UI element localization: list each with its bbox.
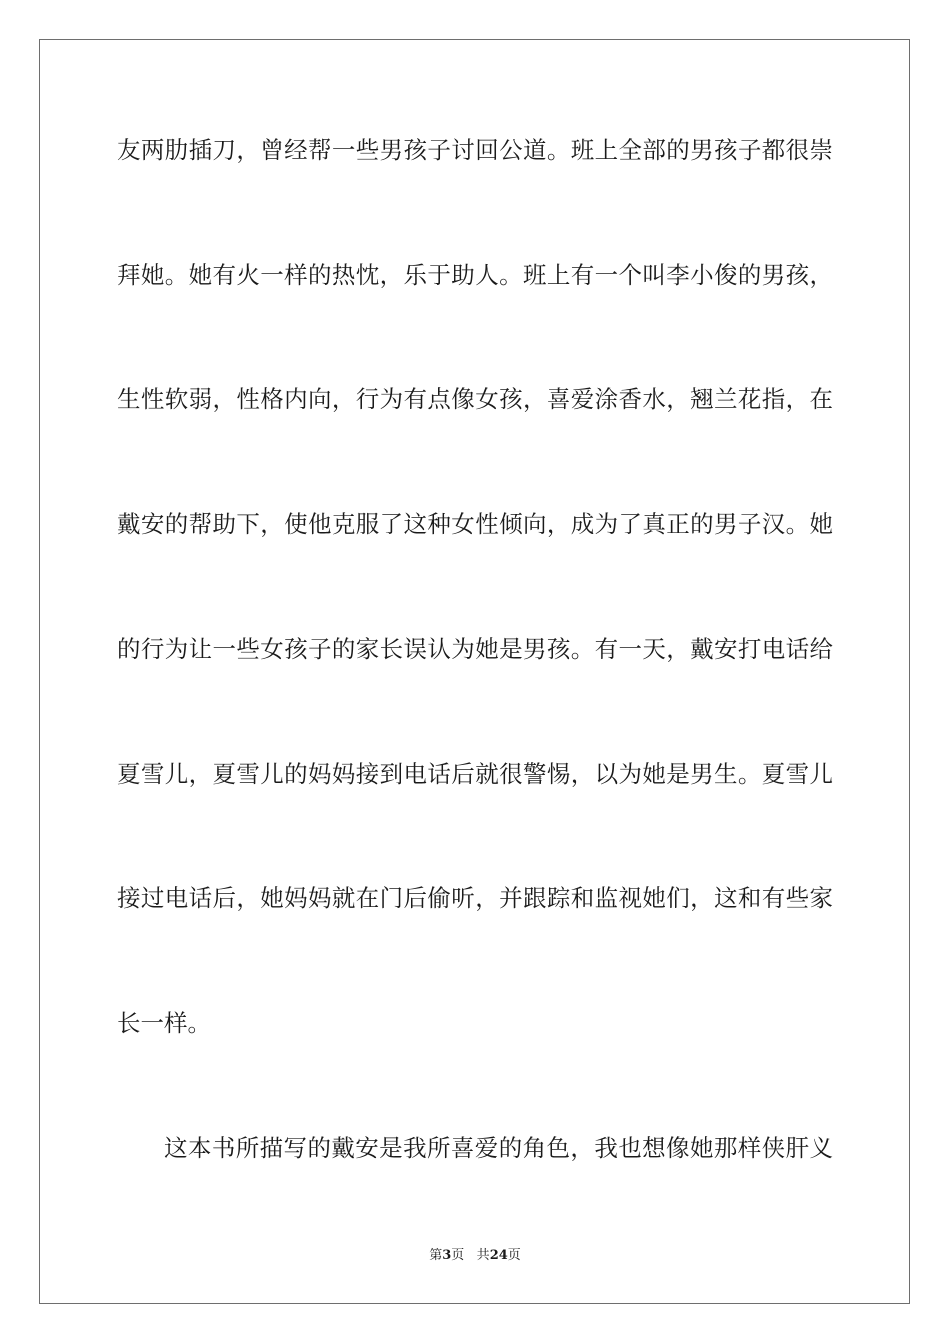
- body-line-4: 戴安的帮助下，使他克服了这种女性倾向，成为了真正的男子汉。她: [117, 510, 833, 538]
- body-line-9: 这本书所描写的戴安是我所喜爱的角色，我也想像她那样侠肝义: [164, 1134, 833, 1162]
- footer-page-prefix: 第: [429, 1248, 443, 1263]
- page-footer: [0, 1247, 950, 1265]
- body-line-5: 的行为让一些女孩子的家长误认为她是男孩。有一天，戴安打电话给: [117, 635, 833, 663]
- body-line-2: 拜她。她有火一样的热忱，乐于助人。班上有一个叫李小俊的男孩，: [117, 261, 833, 289]
- footer-page-suffix: 页: [451, 1248, 465, 1263]
- body-line-3: 生性软弱，性格内向，行为有点像女孩，喜爱涂香水，翘兰花指，在: [117, 385, 833, 413]
- body-line-6: 夏雪儿，夏雪儿的妈妈接到电话后就很警惕，以为她是男生。夏雪儿: [117, 760, 833, 788]
- footer-total-prefix: 共: [476, 1248, 490, 1263]
- body-line-8: 长一样。: [117, 1009, 211, 1037]
- body-line-7: 接过电话后，她妈妈就在门后偷听，并跟踪和监视她们，这和有些家: [117, 884, 833, 912]
- page-border: [39, 39, 910, 1304]
- body-line-1: 友两肋插刀，曾经帮一些男孩子讨回公道。班上全部的男孩子都很崇: [117, 136, 833, 164]
- footer-total-pages: 24: [489, 1248, 508, 1263]
- footer-total-suffix: 页: [507, 1248, 521, 1263]
- footer-page-number: 3: [442, 1248, 452, 1263]
